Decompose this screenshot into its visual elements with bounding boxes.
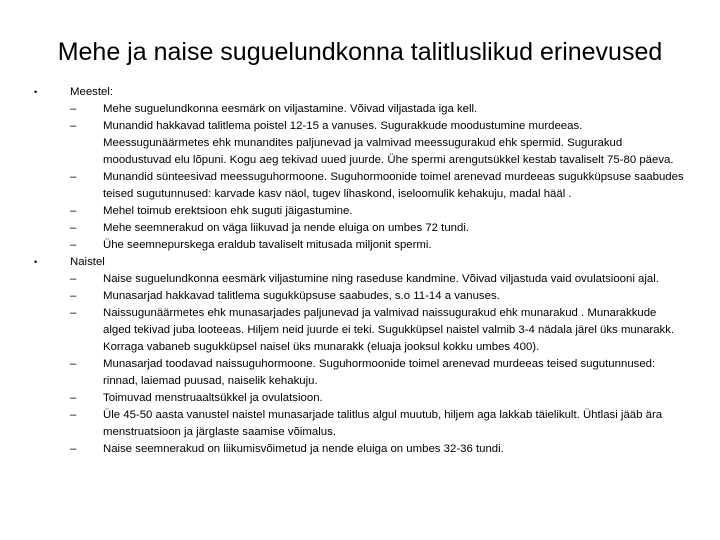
list-item: – Mehe suguelundkonna eesmärk on viljastamine. Võivad viljastada iga kell. — [70, 101, 684, 118]
dash: – — [70, 307, 77, 319]
dash: – — [70, 120, 77, 132]
slide-title: Mehe ja naise suguelundkonna talitluslikud erinevused — [57, 38, 663, 66]
sub-list — [70, 271, 684, 458]
list-item: – Toimuvad menstruaaltsükkel ja ovulatsioon. — [70, 390, 684, 407]
list-item: – Ühe seemnepurskega eraldub tavaliselt mitusada miljonit spermi. — [70, 237, 684, 254]
dash: – — [70, 205, 77, 217]
slide-content — [34, 84, 684, 458]
dash: – — [70, 239, 77, 251]
section-women — [34, 254, 684, 458]
list-item: – Munasarjad hakkavad talitlema sugukküpsuse saabudes, s.o 11-14 a vanuses. — [70, 288, 684, 305]
dash: – — [70, 222, 77, 234]
list-item: – Munandid hakkavad talitlema poistel 12-15 a vanuses. Sugurakkude moodustumine murdeeas. Meessugunäärmetes ehk munandites paljunevad ja valmivad meessugurakud ehk spermid. Sugurakud moodustuvad elu lõpuni. Kogu aeg tekivad uued juurde. Ühe spermi arengutsükkel kestab tavaliselt 75-80 päeva. — [70, 120, 674, 166]
list-item: – Naise suguelundkonna eesmärk viljastumine ning raseduse kandmine. Võivad viljastuda vaid ovulatsiooni ajal. — [70, 271, 684, 288]
list-item: – Munandid sünteesivad meessuguhormoone. Suguhormoonide toimel arenevad murdeeas sugukküpsuse saabudes teised sugutunnused: karvade kasv näol, tugev lihaskond, iseloomulik kehakuju, madal hääl . — [70, 171, 684, 200]
dash: – — [70, 290, 77, 302]
section-men — [34, 84, 684, 254]
list-item: – Üle 45-50 aasta vanustel naistel munasarjade talitlus algul muutub, hiljem aga lakkab täielikult. Ühtlasi jääb ära menstruatsioon ja järglaste saamise võimalus. — [70, 409, 663, 438]
list-item: – Naissugunäärmetes ehk munasarjades paljunevad ja valmivad naissugurakud ehk munarakud . Munarakkude alged tekivad juba looteeas. Hiljem neid juurde ei teki. Sugukküpsel naistel valmib 3-4 nädala järel üks munarakk. Korraga vabaneb sugukküpsel naisel üks munarakk (eluaja jooksul kokku umbes 400). — [70, 307, 675, 353]
main-list — [34, 84, 684, 458]
list-item: – Mehe seemnerakud on väga liikuvad ja nende eluiga on umbes 72 tundi. — [70, 220, 684, 237]
dash: – — [70, 358, 77, 370]
dash: – — [70, 392, 77, 404]
bullet: • — [34, 87, 38, 97]
bullet: • — [34, 257, 38, 267]
section-heading: Meestel: — [70, 86, 114, 98]
dash: – — [70, 103, 77, 115]
section-heading: Naistel — [70, 256, 105, 268]
dash: – — [70, 171, 77, 183]
list-item: – Mehel toimub erektsioon ehk suguti jäigastumine. — [70, 203, 684, 220]
list-item: – Munasarjad toodavad naissuguhormoone. Suguhormoonide toimel arenevad murdeeas teised sugutunnused: rinnad, laiemad puusad, naiselik kehakuju. — [70, 358, 656, 387]
sub-list — [70, 101, 684, 254]
dash: – — [70, 273, 77, 285]
dash: – — [70, 443, 77, 455]
list-item: – Naise seemnerakud on liikumisvõimetud ja nende eluiga on umbes 32-36 tundi. — [70, 441, 684, 458]
dash: – — [70, 409, 77, 421]
